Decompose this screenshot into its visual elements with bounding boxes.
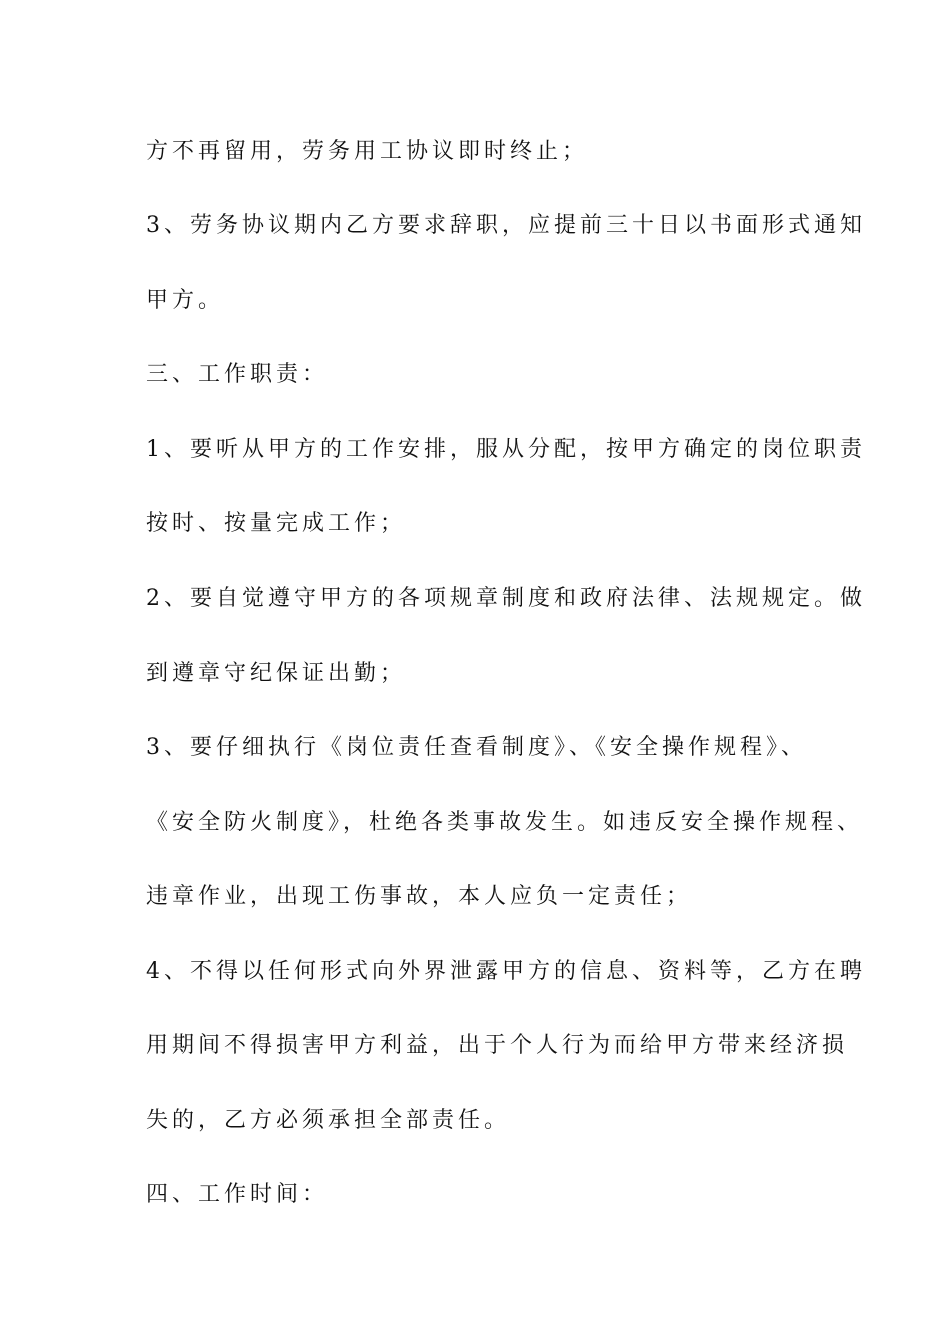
text-line-9: 3、要仔细执行《岗位责任查看制度》、《安全操作规程》、 — [146, 735, 807, 760]
text-line-14: 失的，乙方必须承担全部责任。 — [146, 1108, 511, 1133]
text-line-7: 2、要自觉遵守甲方的各项规章制度和政府法律、法规规定。做 — [146, 586, 866, 611]
text-line-8: 到遵章守纪保证出勤； — [146, 661, 407, 686]
text-line-2: 3、劳务协议期内乙方要求辞职，应提前三十日以书面形式通知 — [146, 213, 866, 238]
text-line-1: 方不再留用，劳务用工协议即时终止； — [146, 139, 589, 164]
text-line-10: 《安全防火制度》，杜绝各类事故发生。如违反安全操作规程、 — [146, 810, 864, 835]
text-line-13: 用期间不得损害甲方利益，出于个人行为而给甲方带来经济损 — [146, 1033, 849, 1058]
text-line-3: 甲方。 — [146, 288, 225, 313]
text-line-12: 4、不得以任何形式向外界泄露甲方的信息、资料等，乙方在聘 — [146, 959, 866, 984]
section-heading-3: 三、工作职责： — [146, 362, 329, 387]
section-heading-4: 四、工作时间： — [146, 1182, 329, 1207]
text-line-6: 按时、按量完成工作； — [146, 511, 407, 536]
text-line-5: 1、要听从甲方的工作安排，服从分配，按甲方确定的岗位职责 — [146, 437, 866, 462]
text-line-11: 违章作业，出现工伤事故，本人应负一定责任； — [146, 884, 693, 909]
